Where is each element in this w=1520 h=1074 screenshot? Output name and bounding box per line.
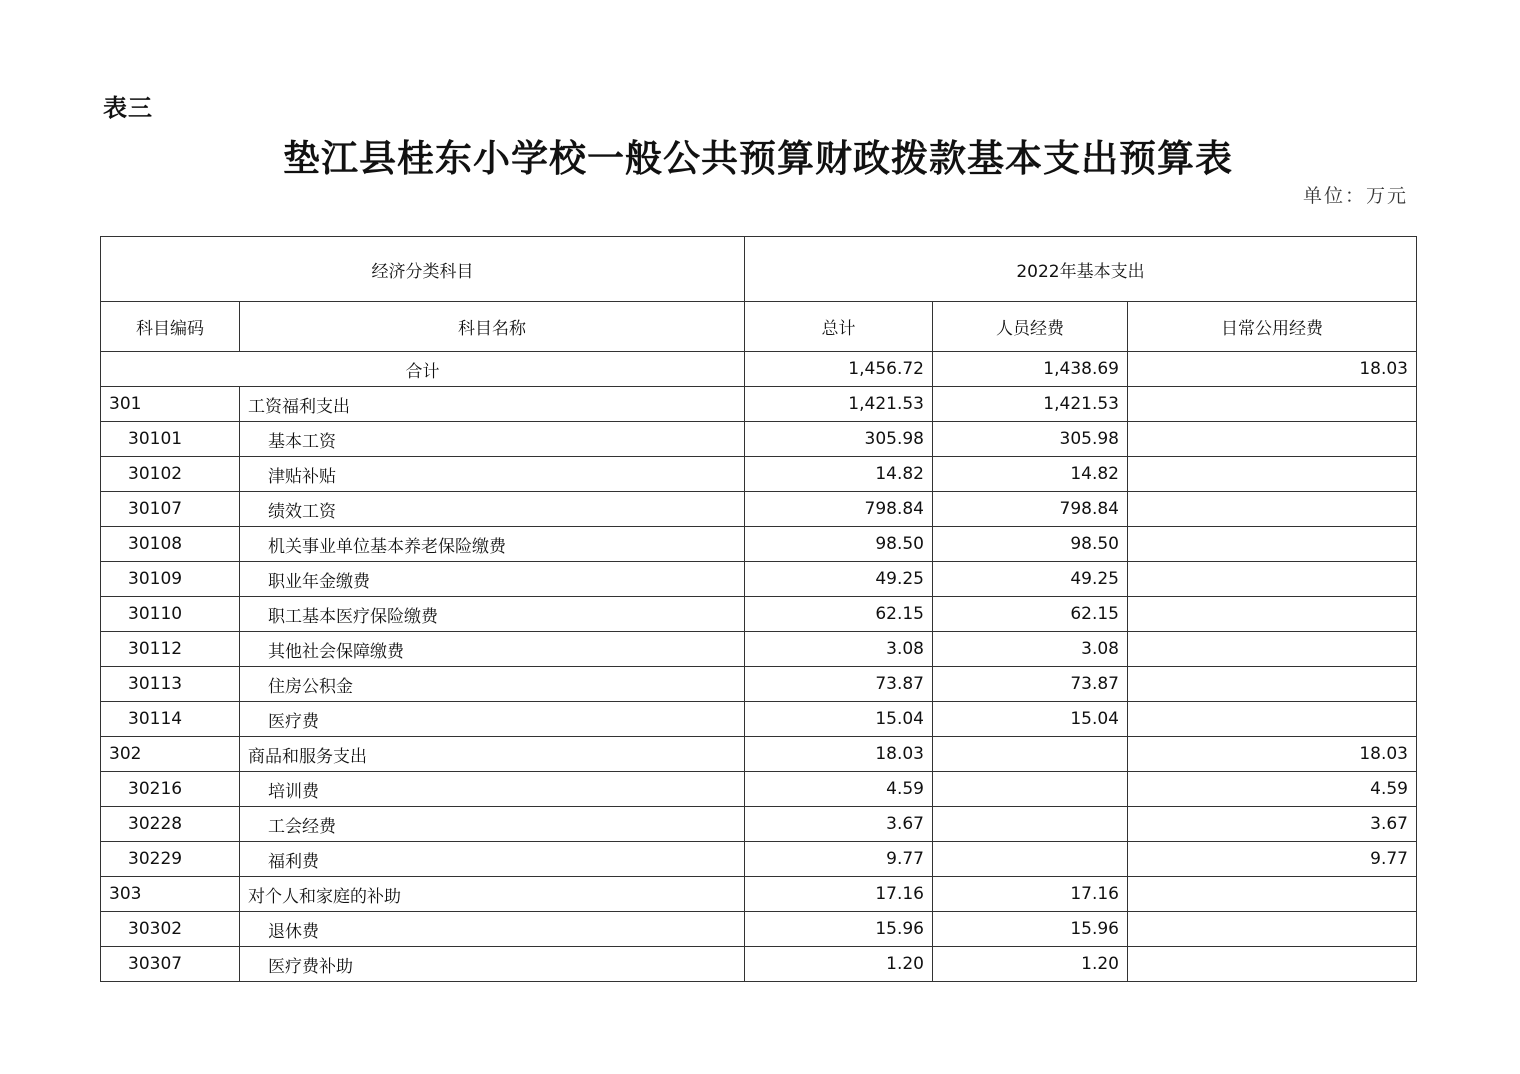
row-personnel: 305.98 xyxy=(933,422,1128,457)
row-personnel: 98.50 xyxy=(933,527,1128,562)
header-code: 科目编码 xyxy=(101,302,240,352)
row-personnel xyxy=(933,842,1128,877)
row-personnel: 73.87 xyxy=(933,667,1128,702)
row-public: 3.67 xyxy=(1128,807,1417,842)
document-title: 垫江县桂东小学校一般公共预算财政拨款基本支出预算表 xyxy=(283,136,1233,180)
row-code: 30216 xyxy=(101,772,240,807)
row-total: 17.16 xyxy=(745,877,933,912)
row-total: 1.20 xyxy=(745,947,933,982)
row-public: 18.03 xyxy=(1128,737,1417,772)
row-name: 绩效工资 xyxy=(240,492,745,527)
row-code: 303 xyxy=(101,877,240,912)
row-personnel: 1.20 xyxy=(933,947,1128,982)
row-name: 工资福利支出 xyxy=(240,387,745,422)
row-public xyxy=(1128,492,1417,527)
row-total: 73.87 xyxy=(745,667,933,702)
row-total: 3.08 xyxy=(745,632,933,667)
row-personnel xyxy=(933,807,1128,842)
summary-row xyxy=(101,352,1417,387)
row-personnel xyxy=(933,772,1128,807)
row-code: 302 xyxy=(101,737,240,772)
row-public xyxy=(1128,947,1417,982)
row-code: 30102 xyxy=(101,457,240,492)
table-label: 表三 xyxy=(103,94,153,122)
row-code: 30101 xyxy=(101,422,240,457)
header-economic-category: 经济分类科目 xyxy=(101,237,745,302)
header-basic-expenditure: 2022年基本支出 xyxy=(745,237,1417,302)
table-row xyxy=(101,702,1417,737)
table-row xyxy=(101,947,1417,982)
row-name: 机关事业单位基本养老保险缴费 xyxy=(240,527,745,562)
table-row xyxy=(101,457,1417,492)
row-personnel xyxy=(933,737,1128,772)
row-name: 医疗费 xyxy=(240,702,745,737)
table-row xyxy=(101,807,1417,842)
row-total: 1,421.53 xyxy=(745,387,933,422)
row-total: 305.98 xyxy=(745,422,933,457)
summary-total: 1,456.72 xyxy=(745,352,933,387)
row-total: 15.04 xyxy=(745,702,933,737)
row-code: 30107 xyxy=(101,492,240,527)
row-code: 30229 xyxy=(101,842,240,877)
row-personnel: 49.25 xyxy=(933,562,1128,597)
header-row-columns xyxy=(101,302,1417,352)
row-code: 30228 xyxy=(101,807,240,842)
row-public xyxy=(1128,387,1417,422)
header-total: 总计 xyxy=(745,302,933,352)
row-name: 退休费 xyxy=(240,912,745,947)
header-personnel: 人员经费 xyxy=(933,302,1128,352)
row-name: 住房公积金 xyxy=(240,667,745,702)
table-row xyxy=(101,842,1417,877)
row-personnel: 1,421.53 xyxy=(933,387,1128,422)
row-total: 15.96 xyxy=(745,912,933,947)
row-personnel: 15.04 xyxy=(933,702,1128,737)
table-row xyxy=(101,877,1417,912)
row-public xyxy=(1128,527,1417,562)
row-total: 4.59 xyxy=(745,772,933,807)
row-code: 30108 xyxy=(101,527,240,562)
table-row xyxy=(101,772,1417,807)
row-code: 301 xyxy=(101,387,240,422)
row-public xyxy=(1128,877,1417,912)
row-public xyxy=(1128,457,1417,492)
row-total: 9.77 xyxy=(745,842,933,877)
row-total: 18.03 xyxy=(745,737,933,772)
table-row xyxy=(101,632,1417,667)
table-row xyxy=(101,527,1417,562)
header-row-group xyxy=(101,237,1417,302)
row-personnel: 14.82 xyxy=(933,457,1128,492)
summary-public: 18.03 xyxy=(1128,352,1417,387)
row-public xyxy=(1128,562,1417,597)
row-code: 30113 xyxy=(101,667,240,702)
budget-table xyxy=(100,236,1417,982)
row-name: 职业年金缴费 xyxy=(240,562,745,597)
row-name: 商品和服务支出 xyxy=(240,737,745,772)
summary-label: 合计 xyxy=(101,352,745,387)
row-total: 14.82 xyxy=(745,457,933,492)
row-public xyxy=(1128,912,1417,947)
row-total: 49.25 xyxy=(745,562,933,597)
unit-label: 单位：万元 xyxy=(1303,185,1409,207)
row-public xyxy=(1128,422,1417,457)
row-personnel: 798.84 xyxy=(933,492,1128,527)
row-personnel: 3.08 xyxy=(933,632,1128,667)
row-personnel: 62.15 xyxy=(933,597,1128,632)
row-code: 30302 xyxy=(101,912,240,947)
row-public xyxy=(1128,667,1417,702)
header-public: 日常公用经费 xyxy=(1128,302,1417,352)
summary-personnel: 1,438.69 xyxy=(933,352,1128,387)
row-name: 工会经费 xyxy=(240,807,745,842)
row-personnel: 17.16 xyxy=(933,877,1128,912)
row-code: 30110 xyxy=(101,597,240,632)
row-total: 3.67 xyxy=(745,807,933,842)
row-public xyxy=(1128,597,1417,632)
row-public xyxy=(1128,702,1417,737)
table-row xyxy=(101,562,1417,597)
row-code: 30307 xyxy=(101,947,240,982)
table-row xyxy=(101,597,1417,632)
table-row xyxy=(101,492,1417,527)
table-row xyxy=(101,667,1417,702)
row-personnel: 15.96 xyxy=(933,912,1128,947)
budget-table-body xyxy=(101,237,1417,982)
row-name: 基本工资 xyxy=(240,422,745,457)
row-name: 福利费 xyxy=(240,842,745,877)
row-public: 9.77 xyxy=(1128,842,1417,877)
table-row xyxy=(101,737,1417,772)
row-public: 4.59 xyxy=(1128,772,1417,807)
row-total: 98.50 xyxy=(745,527,933,562)
row-code: 30109 xyxy=(101,562,240,597)
row-name: 对个人和家庭的补助 xyxy=(240,877,745,912)
table-row xyxy=(101,387,1417,422)
row-name: 医疗费补助 xyxy=(240,947,745,982)
header-name: 科目名称 xyxy=(240,302,745,352)
row-code: 30114 xyxy=(101,702,240,737)
row-total: 798.84 xyxy=(745,492,933,527)
table-row xyxy=(101,422,1417,457)
table-row xyxy=(101,912,1417,947)
row-public xyxy=(1128,632,1417,667)
row-name: 培训费 xyxy=(240,772,745,807)
row-code: 30112 xyxy=(101,632,240,667)
row-name: 津贴补贴 xyxy=(240,457,745,492)
row-name: 职工基本医疗保险缴费 xyxy=(240,597,745,632)
row-name: 其他社会保障缴费 xyxy=(240,632,745,667)
row-total: 62.15 xyxy=(745,597,933,632)
